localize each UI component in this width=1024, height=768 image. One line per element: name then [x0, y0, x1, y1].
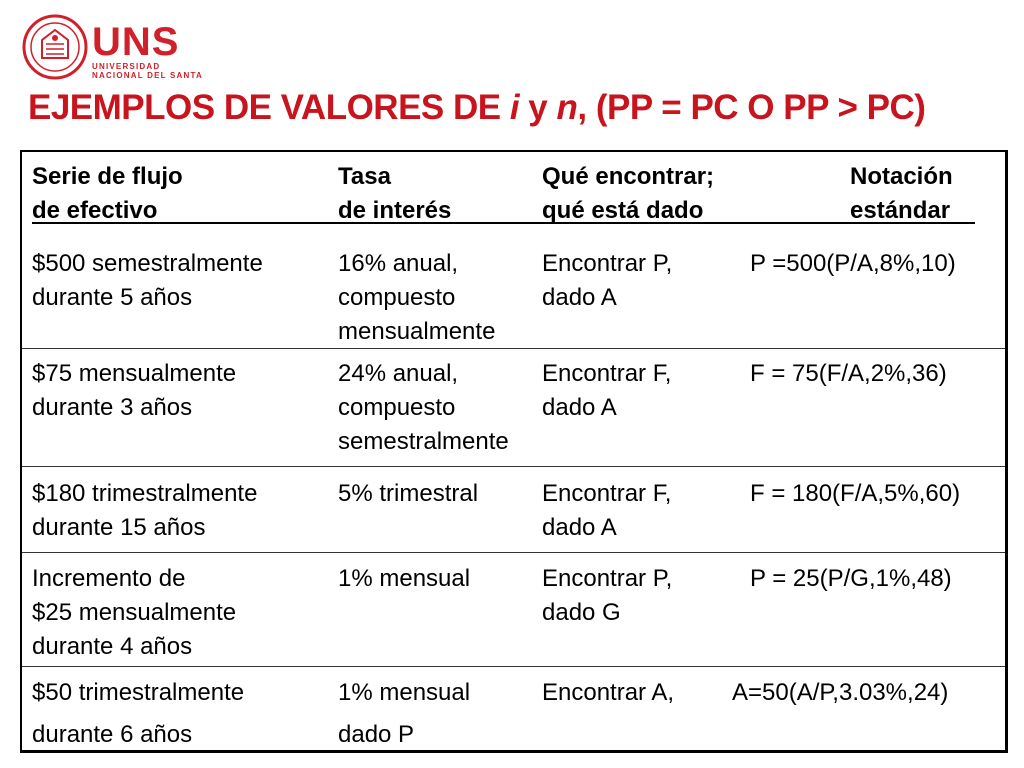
page-title: EJEMPLOS DE VALORES DE i y n, (PP = PC O PP > PC) [28, 88, 926, 127]
row2-notation: F = 75(F/A,2%,36) [750, 360, 947, 387]
row1-find-given: Encontrar P, dado A [542, 250, 673, 311]
row2-rate: 24% anual, compuesto semestralmente [338, 360, 509, 455]
row2-cash-flow: $75 mensualmente durante 3 años [32, 360, 237, 421]
row-divider [22, 466, 1005, 467]
row-divider [22, 348, 1005, 349]
header-underline [32, 222, 975, 224]
row1-cash-flow: $500 semestralmente durante 5 años [32, 250, 263, 311]
row3-cash-flow: $180 trimestralmente durante 15 años [32, 480, 258, 541]
row2-find-given: Encontrar F, dado A [542, 360, 672, 421]
row5-cash-flow: $50 trimestralmente durante 6 años [32, 679, 245, 748]
row5-find-given: Encontrar A, [542, 679, 675, 706]
row4-cash-flow: Incremento de $25 mensualmente durante 4 años [32, 565, 237, 660]
row4-rate: 1% mensual [338, 565, 471, 592]
row3-rate: 5% trimestral [338, 480, 479, 507]
row5-rate: 1% mensual dado P [338, 679, 471, 748]
header-cash-flow: Serie de flujo de efectivo [32, 163, 183, 224]
university-seal-icon [22, 14, 88, 80]
header-find-given: Qué encontrar; qué está dado [542, 163, 715, 224]
row1-notation: P =500(P/A,8%,10) [750, 250, 956, 277]
brand-line-1: UNIVERSIDAD [92, 62, 161, 71]
row5-notation: A=50(A/P,3.03%,24) [732, 679, 949, 706]
row-divider [22, 552, 1005, 553]
header-interest-rate: Tasa de interés [338, 163, 452, 224]
brand-line-2: NACIONAL DEL SANTA [92, 71, 203, 80]
row-divider [22, 666, 1005, 667]
row3-find-given: Encontrar F, dado A [542, 480, 672, 541]
header-notation: Notación estándar [850, 163, 953, 224]
brand-name: UNS [92, 20, 180, 64]
row1-rate: 16% anual, compuesto mensualmente [338, 250, 496, 345]
examples-table [20, 150, 1008, 753]
brand-block [92, 22, 203, 80]
row4-find-given: Encontrar P, dado G [542, 565, 673, 626]
row4-notation: P = 25(P/G,1%,48) [750, 565, 952, 592]
row3-notation: F = 180(F/A,5%,60) [750, 480, 961, 507]
